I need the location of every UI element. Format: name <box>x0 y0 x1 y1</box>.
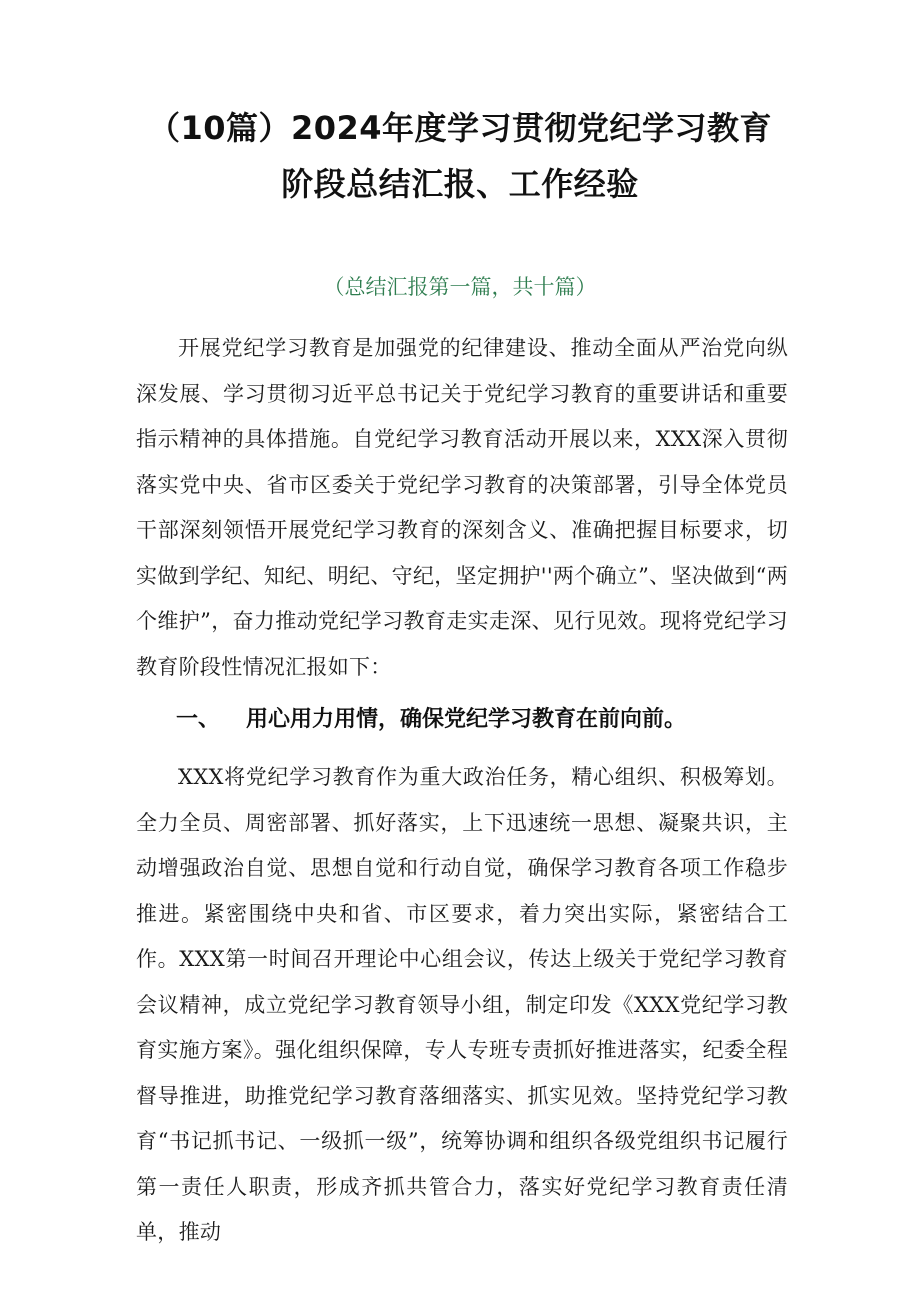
document-title <box>80 100 840 212</box>
title-line-2: 阶段总结汇报、工作经验 <box>281 165 639 203</box>
section-number: 一、 <box>176 707 221 732</box>
document-subtitle: （总结汇报第一篇，共十篇） <box>323 275 597 299</box>
section-title: 用心用力用情，确保党纪学习教育在前向前。 <box>246 707 687 732</box>
intro-paragraph: 开展党纪学习教育是加强党的纪律建设、推动全面从严治党向纵深发展、学习贯彻习近平总书记关于党纪学习教育的重要讲话和重要指示精神的具体措施。自党纪学习教育活动开展以来，XXX深入贯彻落实党中央、省市区委关于党纪学习教育的决策部署，引导全体党员干部深刻领悟开展党纪学习教育的深刻含义、准确把握目标要求，切实做到学纪、知纪、明纪、守纪，坚定拥护''两个确立”、坚决做到“两个维护”，奋力推动党纪学习教育走实走深、见行见效。现将党纪学习教育阶段性情况汇报如下： <box>136 336 788 679</box>
section-heading-1 <box>176 700 686 740</box>
title-line-1: （10篇）2024年度学习贯彻党纪学习教育 <box>147 109 773 147</box>
section-1-paragraph: XXX将党纪学习教育作为重大政治任务，精心组织、积极筹划。全力全员、周密部署、抓好落实，上下迅速统一思想、凝聚共识，主动增强政治自觉、思想自觉和行动自觉，确保学习教育各项工作稳步推进。紧密围绕中央和省、市区要求，着力突出实际，紧密结合工作。XXX第一时间召开理论中心组会议，传达上级关于党纪学习教育会议精神，成立党纪学习教育领导小组，制定印发《XXX党纪学习教育实施方案》。强化组织保障，专人专班专责抓好推进落实，纪委全程督导推进，助推党纪学习教育落细落实、抓实见效。坚持党纪学习教育“书记抓书记、一级抓一级”，统筹协调和组织各级党组织书记履行第一责任人职责，形成齐抓共管合力，落实好党纪学习教育责任清单，推动 <box>136 765 788 1244</box>
